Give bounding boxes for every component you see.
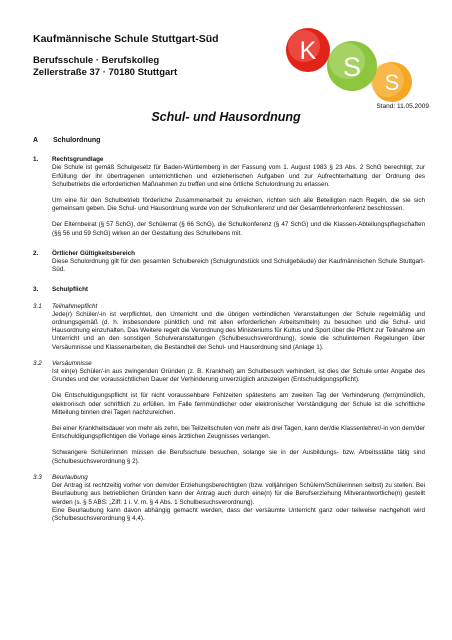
heading-3-2-title: Versäumnisse bbox=[52, 359, 92, 367]
heading-3-3-title: Beurlaubung bbox=[52, 473, 88, 481]
heading-3-number: 3. bbox=[33, 286, 39, 294]
heading-3-1 bbox=[33, 303, 425, 311]
heading-1-title: Rechtsgrundlage bbox=[52, 156, 104, 164]
heading-3-1-number: 3.1 bbox=[33, 302, 42, 310]
school-type: Berufsschule · Berufskolleg bbox=[33, 55, 160, 66]
logo-letter-k: K bbox=[299, 37, 317, 65]
paragraph-1-2: Um eine für den Schulbetrieb förderliche Zusammenarbeit zu erreichen, richten sich alle Beteiligten nach Regeln, die sie sich gemeinsam geben. Die Schul- und Hausordnung wurde von der Schulkonferenz und der Gesamtlehrerkonferenz beschlossen. bbox=[52, 197, 425, 213]
school-contact bbox=[33, 55, 177, 79]
document-title: Schul- und Hausordnung bbox=[151, 110, 301, 124]
logo-letter-s1: S bbox=[342, 52, 362, 82]
heading-3-1-title: Teilnahmepflicht bbox=[52, 302, 98, 310]
heading-2 bbox=[33, 250, 425, 258]
school-name: Kaufmännische Schule Stuttgart-Süd bbox=[33, 33, 219, 45]
paragraph-1-3: Der Elternbeirat (§ 57 SchG), der Schülerrat (§ 66 SchG), die Schulkonferenz (§ 47 SchG) und die Klassen-Abteilungspflegschaften (§§ 56 und 59 SchG) wirken an der Gestaltung des Schullebens mit. bbox=[52, 221, 425, 237]
section-a-heading bbox=[33, 137, 425, 145]
heading-1 bbox=[33, 156, 425, 164]
paragraph-3-3-1: Der Antrag ist rechtzeitig vorher von dem/der Erziehungsberechtigten (bzw. volljährigen Schülern/Schülerinnen selbst) zu stellen. Bei Beurlaubung aus betrieblichen Gründen kann der Antrag auch durch eine(n) für die Berufserziehung Mitverantwortliche(n) gestellt werden (s. § 5 ABS: „Ziff: 1 i. V. m. § 4 Abs. 1 Schulbesuchsverordnung). bbox=[52, 482, 425, 506]
date-stand: Stand: 11.05.2009 bbox=[376, 103, 429, 110]
heading-3-3-number: 3.3 bbox=[33, 473, 42, 481]
logo-letter-s2: S bbox=[384, 70, 400, 95]
heading-2-title: Örtlicher Gültigkeitsbereich bbox=[52, 249, 135, 257]
paragraph-1-1: Die Schule ist gemäß Schulgesetz für Baden-Württemberg in der Fassung vom 1. August 1983 § 23 Abs. 2 SchG berechtigt, zur Erfüllung der ihr übertragenen unterrichtlichen und erzieherischen Aufgaben und zur Aufrechterhaltung der Ordnung des Schulbetriebs die erforderlichen Maßnahmen zu treffen und eine örtliche Schulordnung zu erlassen. bbox=[52, 164, 425, 188]
heading-2-number: 2. bbox=[33, 249, 39, 257]
paragraph-2-1: Diese Schulordnung gilt für den gesamten Schulbereich (Schulgrundstück und Schulgebäude) der Kaufmännischen Schule Stuttgart-Süd. bbox=[52, 258, 425, 274]
heading-1-number: 1. bbox=[33, 156, 39, 164]
heading-3-title: Schulpflicht bbox=[52, 286, 89, 294]
paragraph-3-2-2: Die Entschuldigungspflicht ist für nicht voraussehbare Fehlzeiten spätestens am zweiten Tag der Verhinderung (fern)mündlich, elektronisch oder schriftlich zu erfüllen. Im Falle fernmündlicher oder elektronischer Verständigung der Schule ist die schriftliche Mitteilung binnen drei Tagen nachzureichen. bbox=[52, 392, 425, 416]
heading-3-2-number: 3.2 bbox=[33, 359, 42, 367]
document-body bbox=[33, 137, 425, 523]
section-a-number: A bbox=[33, 137, 39, 144]
heading-3 bbox=[33, 286, 425, 294]
heading-3-2 bbox=[33, 360, 425, 368]
school-address: Zellerstraße 37 · 70180 Stuttgart bbox=[33, 67, 178, 78]
heading-3-3 bbox=[33, 474, 425, 482]
kss-logo bbox=[274, 20, 420, 102]
paragraph-3-2-3: Bei einer Krankheitsdauer von mehr als zehn, bei Teilzeitschulen von mehr als drei Tagen, kann der/die Klassenlehrer/-in von dem/der Entschuldigungspflichtigen die Vorlage eines ärztlichen Zeugnisses verlangen. bbox=[52, 425, 425, 441]
paragraph-3-3-2: Eine Beurlaubung kann davon abhängig gemacht werden, dass der versäumte Unterricht ganz oder teilweise nachgeholt wird (Schulbesuchsverordnung § 4,4). bbox=[52, 506, 425, 522]
section-a-title: Schulordnung bbox=[53, 137, 101, 144]
paragraph-3-2-4: Schwangere Schülerinnen müssen die Berufsschule besuchen, solange sie in der Ausbildungs- bzw. Arbeitsstätte tätig sind (Schulbesuchsverordnung § 2). bbox=[52, 449, 425, 465]
paragraph-3-2-1: Ist ein(e) Schüler/-in aus zwingenden Gründen (z. B. Krankheit) am Schulbesuch verhindert, ist dies der Schule unter Angabe des Grundes und der voraussichtlichen Dauer der Verhinderung unverzüglich anzuzeigen (Entschuldigungspflicht). bbox=[52, 368, 425, 384]
paragraph-3-1-1: Jede(r) Schüler/-in ist verpflichtet, den Unterricht und die übrigen verbindlichen Veranstaltungen der Schule regelmäßig und ordnungsgemäß (d. h. insbesondere pünktlich und mit allen erforderlichen Arbeitsmitteln) zu besuchen und die Schul- und Hausordnung einzuhalten. Das Weitere regelt die Verordnung des Ministeriums für Kultus und Sport über die Pflicht zur Teilnahme am Unterricht und an den sonstigen Schulveranstaltungen (Schulbesuchsverordnung), sowie die schulinternen Regelungen über Versäumnisse und Klassenarbeiten, die Bestandteil der Schul- und Hausordnung sind (Anlage 1). bbox=[52, 310, 425, 351]
